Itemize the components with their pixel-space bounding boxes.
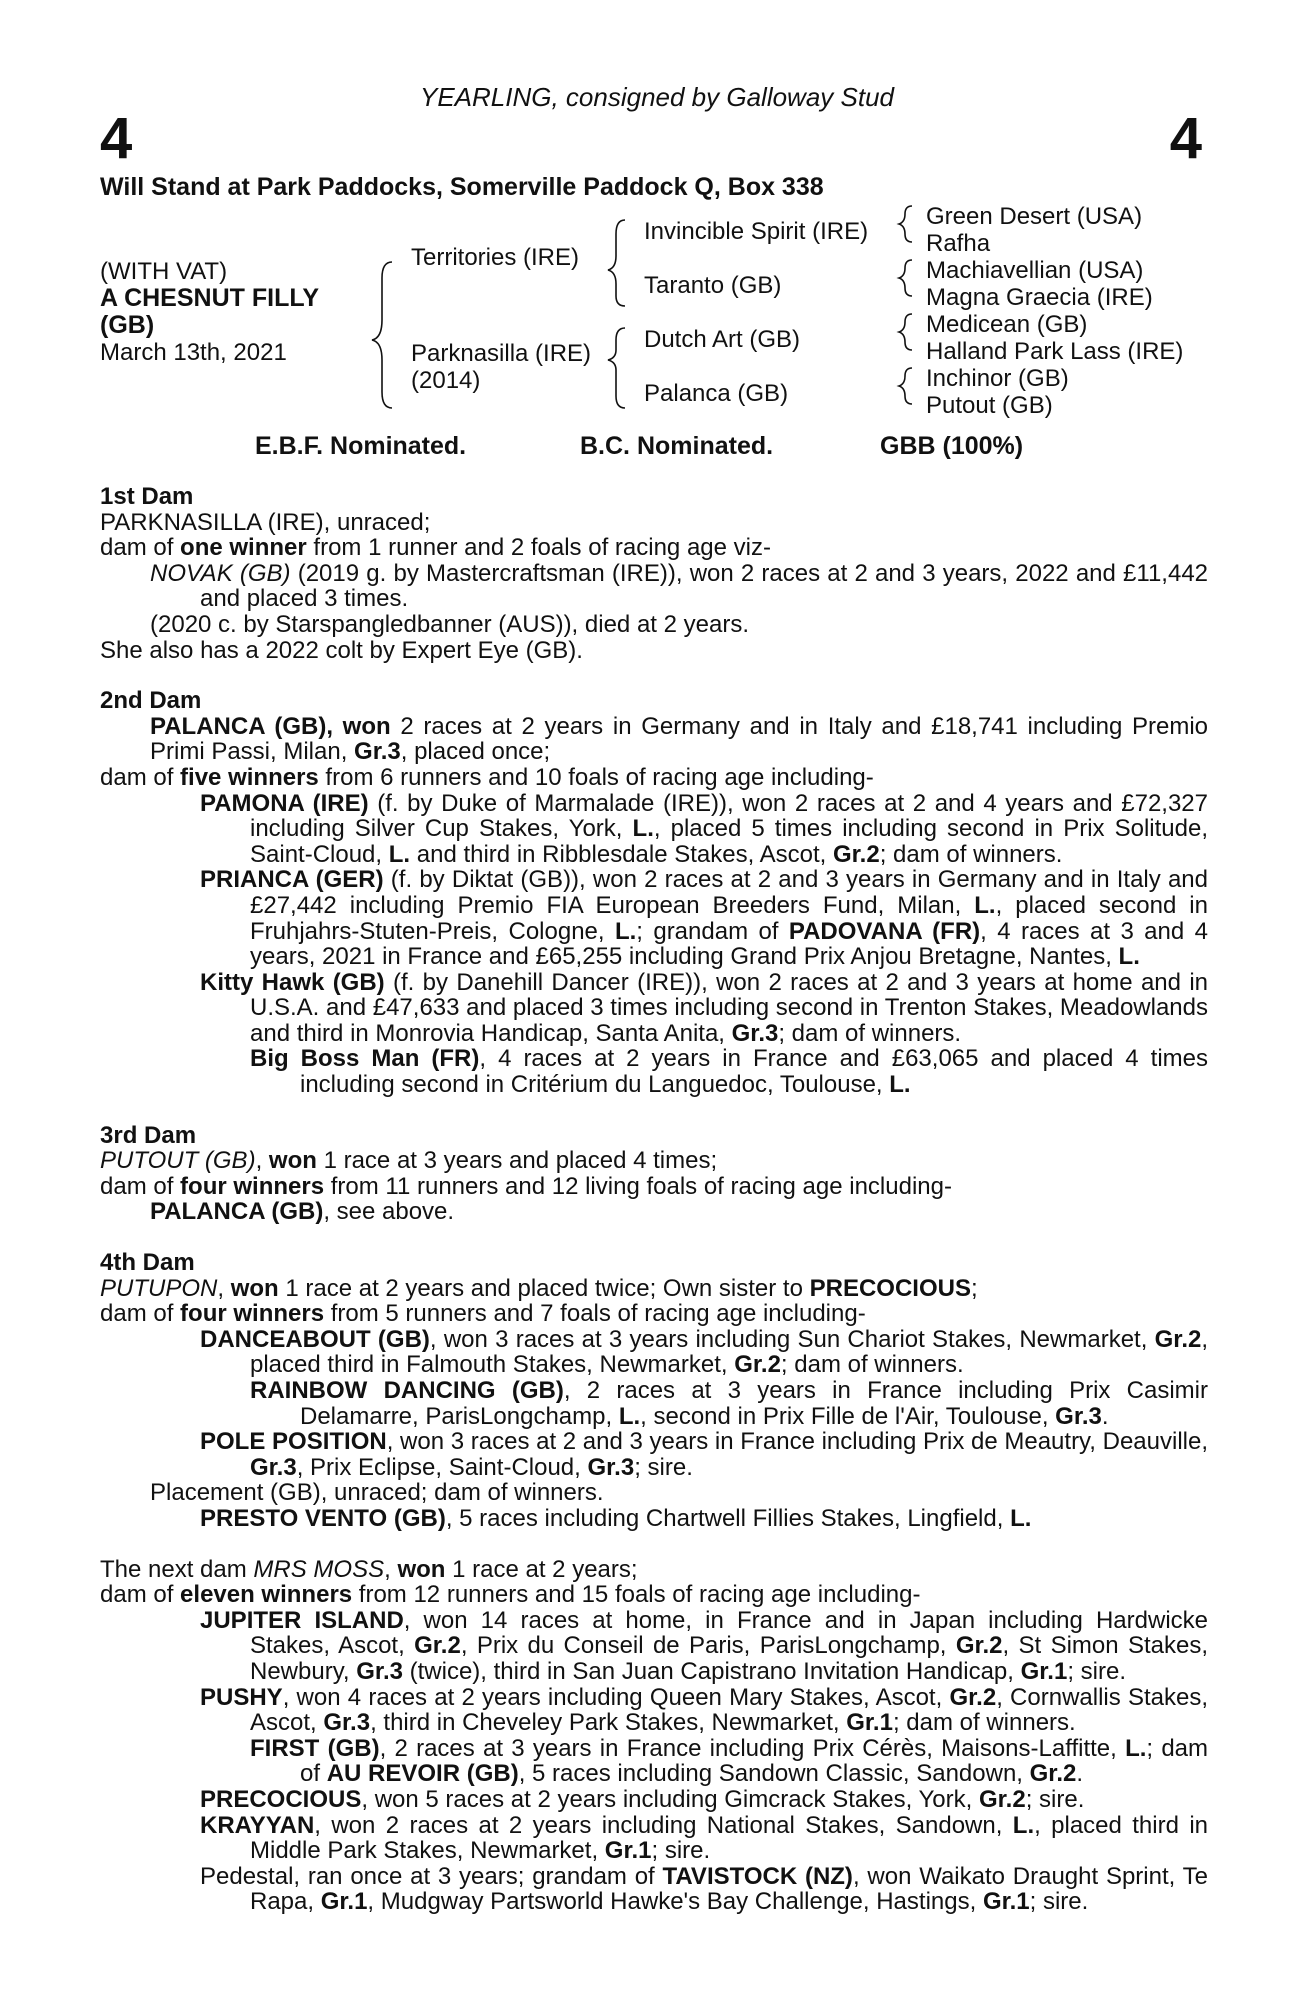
- consignor-line: YEARLING, consigned by Galloway Stud: [419, 82, 895, 112]
- next-dam-produce-line: dam of eleven winners from 12 runners and 15 foals of racing age including-: [100, 1581, 921, 1609]
- produce-rainbow-dancing: RAINBOW DANCING (GB), 2 races at 3 years in France including Prix Casimir Delamarre, ParisLongchamp, L., second in Prix Fille de l'Air, Toulouse, Gr.3.: [250, 1377, 1208, 1430]
- pedigree-sire-sire: Invincible Spirit (IRE): [644, 218, 869, 245]
- produce-placement: Placement (GB), unraced; dam of winners.: [150, 1479, 604, 1507]
- produce-pole-position: POLE POSITION, won 3 races at 2 and 3 years in France including Prix de Meautry, Deauville, Gr.3, Prix Eclipse, Saint-Cloud, Gr.3; sire.: [200, 1428, 1208, 1481]
- produce-palanca: PALANCA (GB), see above.: [150, 1198, 455, 1226]
- second-dam-palanca: PALANCA (GB), won 2 races at 2 years in Germany and in Italy and £18,741 including Premio Primi Passi, Milan, Gr.3, placed once;: [150, 712, 1208, 766]
- horse-name-suffix: (GB): [100, 311, 155, 339]
- first-dam-heading: 1st Dam: [100, 483, 194, 510]
- pedigree-g3-2: Rafha: [926, 230, 991, 257]
- produce-big-boss-man: Big Boss Man (FR), 4 races at 2 years in France and £63,065 and placed 4 times including second in Critérium du Languedoc, Toulouse, L.: [250, 1045, 1209, 1099]
- second-dam-produce-line: dam of five winners from 6 runners and 10 foals of racing age including-: [100, 763, 874, 791]
- foaling-date: March 13th, 2021: [100, 339, 287, 366]
- fourth-dam-produce-line: dam of four winners from 5 runners and 7 foals of racing age including-: [100, 1300, 866, 1328]
- gbb-status: GBB (100%): [880, 432, 1024, 460]
- pedigree-dam-sire: Dutch Art (GB): [644, 326, 801, 353]
- second-dam-heading: 2nd Dam: [100, 687, 202, 715]
- pedigree-g3-3: Machiavellian (USA): [926, 257, 1144, 284]
- produce-precocious: PRECOCIOUS, won 5 races at 2 years including Gimcrack Stakes, York, Gr.2; sire.: [200, 1785, 1085, 1813]
- pedigree-g3-4: Magna Graecia (IRE): [926, 284, 1153, 311]
- produce-prianca: PRIANCA (GER) (f. by Diktat (GB)), won 2 races at 2 and 3 years in Germany and in Italy and £27,442 including Premio FIA European Breeders Fund, Milan, L., placed second in Fruhjahrs-Stuten-Preis, Cologne, L.; grandam of PADOVANA (FR), 4 races at 3 and 4 years, 2021 in France and £65,255 including Grand Prix Anjou Bretagne, Nantes, L.: [200, 866, 1208, 971]
- lot-number-right: 4: [1169, 106, 1202, 171]
- produce-pedestal: Pedestal, ran once at 3 years; grandam of TAVISTOCK (NZ), won Waikato Draught Sprint, Te Rapa, Gr.1, Mudgway Partsworld Hawke's Bay Challenge, Hastings, Gr.1; sire.: [200, 1862, 1208, 1916]
- pedigree-g3-6: Halland Park Lass (IRE): [926, 338, 1184, 365]
- pedigree-sire: Territories (IRE): [411, 244, 580, 271]
- produce-pushy: PUSHY, won 4 races at 2 years including Queen Mary Stakes, Ascot, Gr.2, Cornwallis Stakes, Ascot, Gr.3, third in Cheveley Park Stakes, Newmarket, Gr.1; dam of winners.: [200, 1683, 1209, 1737]
- first-dam-produce-line: dam of one winner from 1 runner and 2 foals of racing age viz-: [100, 534, 771, 562]
- pedigree-g3-7: Inchinor (GB): [926, 365, 1069, 392]
- pedigree-dam-year: (2014): [411, 367, 481, 394]
- catalogue-body: [100, 484, 1208, 1915]
- pedigree-sire-dam: Taranto (GB): [644, 272, 782, 299]
- produce-krayyan: KRAYYAN, won 2 races at 2 years including National Stakes, Sandown, L., placed third in Middle Park Stakes, Newmarket, Gr.1; sire.: [200, 1811, 1208, 1865]
- pedigree-g3-1: Green Desert (USA): [926, 203, 1143, 230]
- first-dam-line: PARKNASILLA (IRE), unraced;: [100, 508, 431, 536]
- produce-jupiter-island: JUPITER ISLAND, won 14 races at home, in France and in Japan including Hardwicke Stakes, Ascot, Gr.2, Prix du Conseil de Paris, ParisLongchamp, Gr.2, St Simon Stakes, Newbury, Gr.3 (twice), third in San Juan Capistrano Invitation Handicap, Gr.1; sire.: [200, 1606, 1208, 1685]
- fourth-dam-putupon: PUTUPON, won 1 race at 2 years and placed twice; Own sister to PRECOCIOUS;: [100, 1274, 978, 1302]
- bc-nomination: B.C. Nominated.: [580, 432, 774, 460]
- produce-presto-vento: PRESTO VENTO (GB), 5 races including Chartwell Fillies Stakes, Lingfield, L.: [200, 1504, 1032, 1532]
- pedigree-dam: Parknasilla (IRE): [411, 340, 592, 367]
- produce-pamona: PAMONA (IRE) (f. by Duke of Marmalade (IRE)), won 2 races at 2 and 4 years and £72,327 including Silver Cup Stakes, York, L., placed 5 times including second in Prix Solitude, Saint-Cloud, L. and third in Ribblesdale Stakes, Ascot, Gr.2; dam of winners.: [200, 789, 1208, 868]
- produce-novak: NOVAK (GB) (2019 g. by Mastercraftsman (IRE)), won 2 races at 2 and 3 years, 2022 and £11,442 and placed 3 times.: [150, 559, 1209, 613]
- produce-first: FIRST (GB), 2 races at 3 years in France including Prix Cérès, Maisons-Laffitte, L.; dam of AU REVOIR (GB), 5 races including Sandown Classic, Sandown, Gr.2.: [250, 1734, 1208, 1788]
- pedigree-dam-dam: Palanca (GB): [644, 380, 789, 407]
- pedigree-g3-8: Putout (GB): [926, 392, 1053, 419]
- produce-2022-colt: She also has a 2022 colt by Expert Eye (GB).: [100, 636, 583, 664]
- produce-danceabout: DANCEABOUT (GB), won 3 races at 3 years including Sun Chariot Stakes, Newmarket, Gr.2, placed third in Falmouth Stakes, Newmarket, Gr.2; dam of winners.: [200, 1325, 1209, 1379]
- lot-number-left: 4: [100, 106, 133, 171]
- fourth-dam-heading: 4th Dam: [100, 1249, 195, 1277]
- third-dam-putout: PUTOUT (GB), won 1 race at 3 years and placed 4 times;: [100, 1147, 718, 1175]
- stand-location: Will Stand at Park Paddocks, Somerville Paddock Q, Box 338: [100, 173, 824, 201]
- pedigree-g3-5: Medicean (GB): [926, 311, 1088, 338]
- vat-label: (WITH VAT): [100, 258, 228, 285]
- produce-kitty-hawk: Kitty Hawk (GB) (f. by Danehill Dancer (IRE)), won 2 races at 2 and 3 years at home and in U.S.A. and £47,633 and placed 3 times including second in Trenton Stakes, Meadowlands and third in Monrovia Handicap, Santa Anita, Gr.3; dam of winners.: [200, 968, 1209, 1047]
- next-dam-line: The next dam MRS MOSS, won 1 race at 2 years;: [100, 1555, 638, 1583]
- horse-name: A CHESNUT FILLY: [100, 284, 319, 312]
- third-dam-produce-line: dam of four winners from 11 runners and 12 living foals of racing age including-: [100, 1172, 952, 1200]
- produce-2020-colt: (2020 c. by Starspangledbanner (AUS)), died at 2 years.: [150, 610, 749, 638]
- third-dam-heading: 3rd Dam: [100, 1121, 197, 1149]
- ebf-nomination: E.B.F. Nominated.: [255, 432, 467, 460]
